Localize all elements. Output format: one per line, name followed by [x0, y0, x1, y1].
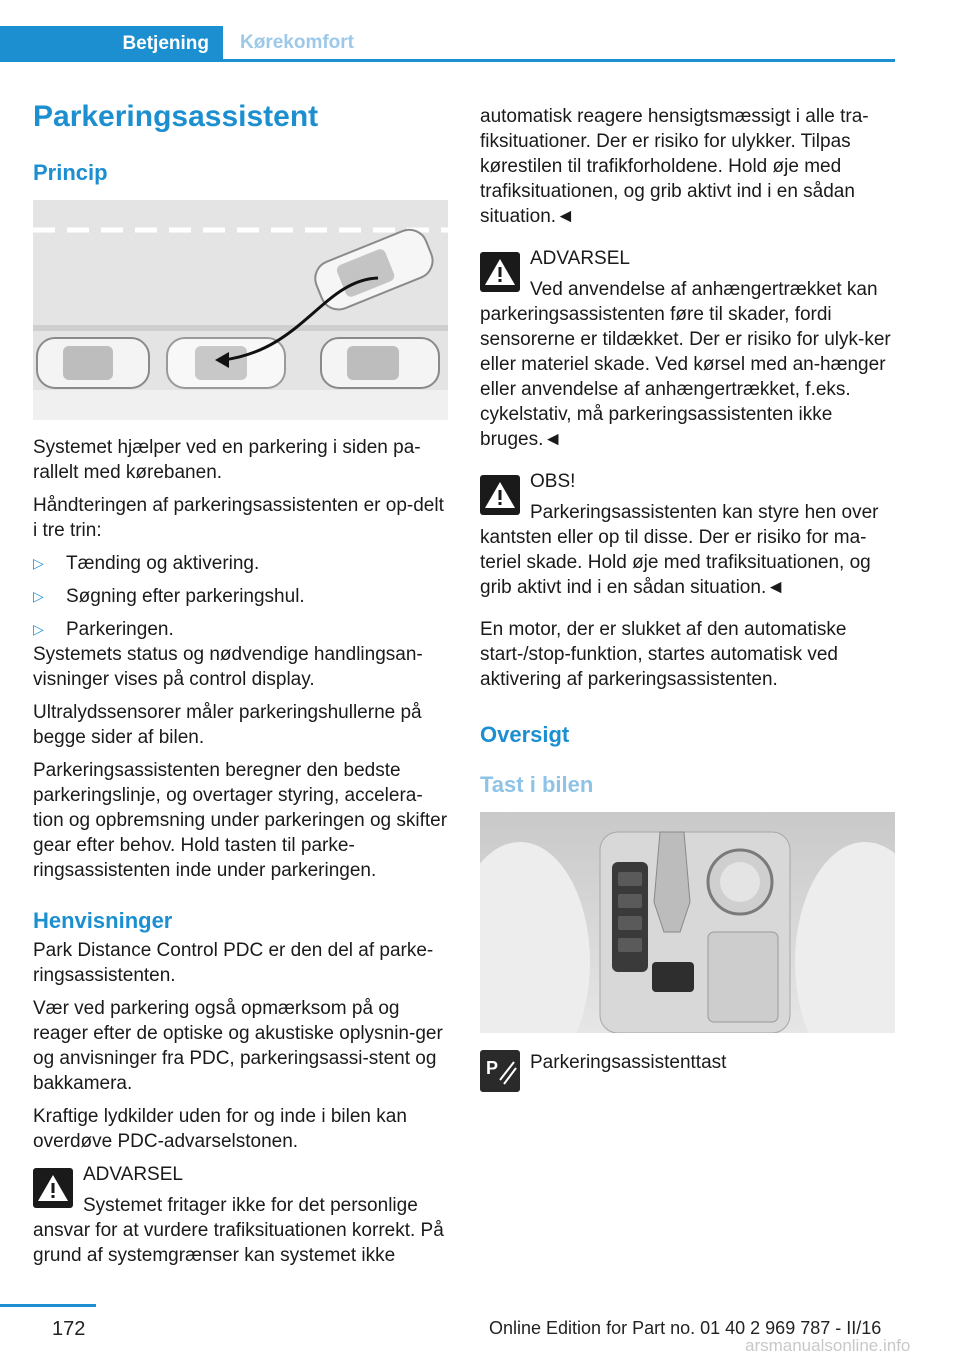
- warning-icon: [33, 1168, 73, 1208]
- button-label: Parkeringsassistenttast: [530, 1052, 727, 1073]
- curb-line: [33, 325, 448, 331]
- list-item: ▷ Tænding og aktivering.: [33, 553, 260, 574]
- list-item: ▷ Søgning efter parkeringshul.: [33, 586, 305, 607]
- paragraph: Håndteringen af parkeringsassistenten er op-delt i tre trin:: [33, 495, 444, 541]
- page-title: Parkeringsassistent: [33, 100, 319, 133]
- caution-text: Parkeringsassistenten kan styre hen over kantsten eller op til disse. Der er risiko for ma-teriel skade. Hold øje med trafiksituationen, og grib aktivt ind i en sådan situation.◄: [480, 502, 879, 598]
- center-console-photo: [480, 812, 895, 1033]
- warning-box: [33, 1162, 448, 1268]
- heading-henvisninger: Henvisninger: [33, 908, 173, 933]
- chapter-tabs: [0, 26, 895, 62]
- left-text: [33, 435, 448, 883]
- warning-text: Systemet fritager ikke for det personlige ansvar for at vurdere trafiksituationen korrekt. På grund af systemgrænser kan systemet ikke: [33, 1195, 444, 1266]
- button-legend: [480, 1050, 896, 1095]
- list-item: ▷ Parkeringen.: [33, 619, 174, 640]
- heading-oversigt: Oversigt: [480, 722, 570, 747]
- paragraph: Vær ved parkering også opmærksom på og reager efter de optiske og akustiske oplysnin-ger og anvisninger fra PDC, parkeringsassi-stent og bakkamera.: [33, 998, 443, 1094]
- warning-title: ADVARSEL: [530, 248, 630, 269]
- warning-title: ADVARSEL: [83, 1164, 183, 1185]
- parked-car-right: [321, 338, 439, 388]
- warning-icon: [480, 252, 520, 292]
- paragraph: automatisk reagere hensigtsmæssigt i alle tra-fiksituationer. Der er risiko for ulykker. Tilpas kørestilen til trafikforholdene. Hold øje med trafiksituationen, og grib aktivt ind i en sådan situation.◄: [480, 106, 869, 227]
- tab-korekomfort[interactable]: Kørekomfort: [240, 31, 355, 53]
- svg-text:P: P: [486, 1058, 499, 1078]
- heading-princip: Princip: [33, 160, 108, 185]
- triangle-bullet-icon: ▷: [33, 555, 44, 571]
- parked-car-left: [37, 338, 149, 388]
- paragraph: En motor, der er slukket af den automatiske start-/stop-funktion, startes automatisk ved aktivering af parkeringsassistenten.: [480, 619, 847, 690]
- park-assist-button-icon: [480, 1050, 520, 1092]
- caution-icon: [480, 475, 520, 515]
- paragraph: Systemets status og nødvendige handlingsan-visninger vises på control display.: [33, 644, 423, 690]
- sidewalk: [33, 390, 448, 420]
- left-notes: [33, 938, 448, 1268]
- paragraph: Kraftige lydkilder uden for og inde i bilen kan overdøve PDC-advarselstonen.: [33, 1106, 407, 1152]
- tab-betjening[interactable]: Betjening: [0, 26, 223, 62]
- paragraph: Systemet hjælper ved en parkering i siden pa-rallelt med kørebanen.: [33, 437, 421, 483]
- parking-diagram: [33, 200, 448, 420]
- footer-rule: [0, 1304, 96, 1307]
- right-text: [480, 104, 896, 692]
- paragraph: Parkeringsassistenten beregner den bedste parkeringslinje, og overtager styring, accelera-tion og opbremsning under parkeringen og skifter gear efter behov. Hold tasten til parke-ringsassistenten inde under parkeringen.: [33, 760, 448, 881]
- heading-tast-i-bilen: Tast i bilen: [480, 772, 594, 797]
- triangle-bullet-icon: ▷: [33, 621, 44, 637]
- warning-box: [480, 246, 896, 452]
- caution-title: OBS!: [530, 471, 576, 492]
- paragraph: Park Distance Control PDC er den del af parke-ringsassistenten.: [33, 940, 434, 986]
- parking-brake: [652, 962, 694, 992]
- edition-note: Online Edition for Part no. 01 40 2 969 787 - II/16: [489, 1318, 882, 1338]
- page-number: 172: [52, 1318, 86, 1340]
- paragraph: Ultralydssensorer måler parkeringshullerne på begge sider af bilen.: [33, 702, 422, 748]
- gear-selector: [654, 832, 690, 932]
- watermark: arsmanualsonline.info: [745, 1336, 911, 1355]
- warning-text: Ved anvendelse af anhængertrækket kan parkeringsassistenten føre til skader, fordi sensorerne er tildækket. Der er risiko for ulyk-ker eller materiel skade. Ved kørsel med an-hænger eller anvendelse af anhængertrækket, f.eks. cykelstativ, må parkeringsassistenten ikke bruges.◄: [480, 279, 891, 450]
- triangle-bullet-icon: ▷: [33, 588, 44, 604]
- step-list: [33, 551, 448, 642]
- caution-box: [480, 469, 896, 600]
